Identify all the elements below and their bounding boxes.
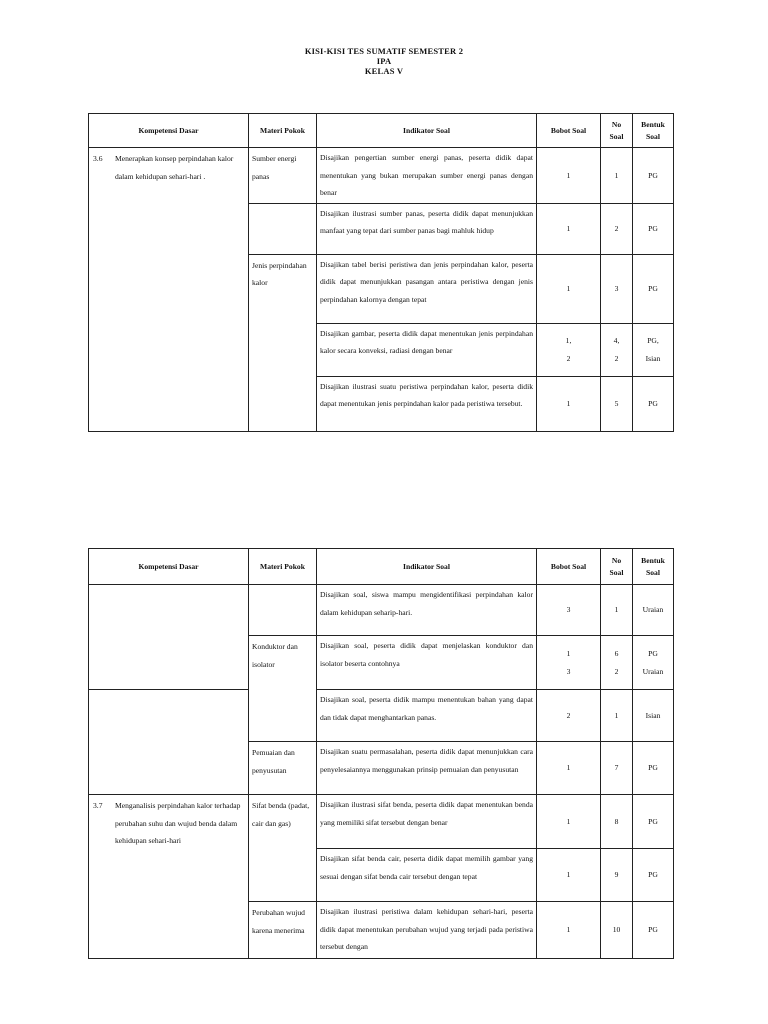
bobot-cell: 1, 2 [537,323,601,376]
table-row [89,148,674,204]
bobot-cell: 1 3 [537,636,601,690]
kd-number: 3.6 [93,154,103,163]
kisi-kisi-table-1 [88,113,674,432]
no-soal-cell: 2 [601,203,633,254]
bobot-cell: 1 [537,902,601,959]
bentuk-cell: Uraian [633,585,674,636]
materi-cell: Sumber energi panas [249,148,317,204]
bentuk-cell: PG [633,376,674,431]
header-no-soal [601,114,633,148]
table-row [89,690,674,742]
materi-cell [249,902,317,959]
title-line-3: KELAS V [364,66,404,76]
no-soal-cell: 6 2 [601,636,633,690]
header-no-soal [601,549,633,585]
document-title [0,46,768,76]
kisi-kisi-table-2 [88,548,674,959]
bentuk-cell: PG, Isian [633,323,674,376]
bentuk-cell: PG [633,203,674,254]
indikator-cell: Disajikan sifat benda cair, peserta didik dapat memilih gambar yang sesuai dengan sifat benda cair tersebut dengan tepat [317,849,537,902]
header-no-line1: No [611,119,622,129]
indikator-cell: Disajikan ilustrasi suatu peristiwa perpindahan kalor, peserta didik dapat menentukan jenis perpindahan kalor pada peristiwa tersebut. [317,376,537,431]
header-kompetensi: Kompetensi Dasar [89,114,249,148]
bentuk-cell: PG [633,742,674,795]
table-row [89,585,674,636]
no-soal-cell: 7 [601,742,633,795]
indikator-cell: Disajikan gambar, peserta didik dapat menentukan jenis perpindahan kalor secara konveksi, radiasi dengan benar [317,323,537,376]
materi-cell: Jenis perpindahan kalor [249,254,317,431]
bobot-cell: 1 [537,148,601,204]
indikator-cell: Disajikan ilustrasi sumber panas, peserta didik dapat menunjukkan manfaat yang tepat dari sumber panas bagi mahluk hidup [317,203,537,254]
header-bentuk-line1: Bentuk [641,555,665,565]
no-soal-cell: 4, 2 [601,323,633,376]
header-indikator: Indikator Soal [317,549,537,585]
kompetensi-cell [89,148,249,432]
table-header-row [89,549,674,585]
materi-cell: Sifat benda (padat, cair dan gas) [249,795,317,902]
table-header-row [89,114,674,148]
header-materi: Materi Pokok [249,549,317,585]
indikator-cell [317,902,537,959]
header-no-line2: Soal [609,131,624,141]
bentuk-cell: PG [633,849,674,902]
header-indikator: Indikator Soal [317,114,537,148]
kd-number: 3.7 [93,801,103,810]
kd-text: Menganalisis perpindahan kalor terhadap perubahan suhu dan wujud benda dalam kehidupan sehari-hari [115,801,241,845]
bobot-cell: 1 [537,849,601,902]
materi-text: Perubahan wujud karena menerima [252,908,305,935]
title-line-2: IPA [376,56,392,66]
kompetensi-cell [89,795,249,959]
indikator-cell: Disajikan ilustrasi sifat benda, peserta didik dapat menentukan benda yang memiliki sifat tersebut dengan benar [317,795,537,849]
bobot-cell: 1 [537,203,601,254]
kompetensi-cell-empty [89,585,249,690]
no-soal-cell: 1 [601,148,633,204]
header-bentuk-soal [633,114,674,148]
bentuk-cell: Isian [633,690,674,742]
title-line-1: KISI-KISI TES SUMATIF SEMESTER 2 [304,46,464,56]
no-soal-cell: 5 [601,376,633,431]
no-soal-cell: 8 [601,795,633,849]
bobot-cell: 3 [537,585,601,636]
header-bentuk-line2: Soal [646,567,660,577]
indikator-cell: Disajikan pengertian sumber energi panas, peserta didik dapat menentukan yang bukan merupakan sumber energi panas dengan benar [317,148,537,204]
header-bentuk-line2: Soal [646,131,660,141]
kd-text: Menerapkan konsep perpindahan kalor dalam kehidupan sehari-hari . [115,154,234,181]
no-soal-cell: 10 [601,902,633,959]
bentuk-cell: PG [633,148,674,204]
bobot-cell: 1 [537,795,601,849]
materi-cell [249,585,317,636]
no-soal-cell: 1 [601,690,633,742]
header-bentuk-soal [633,549,674,585]
indikator-cell: Disajikan soal, siswa mampu mengidentifikasi perpindahan kalor dalam kehidupan seharip-hari. [317,585,537,636]
header-kompetensi: Kompetensi Dasar [89,549,249,585]
indikator-cell: Disajikan suatu permasalahan, peserta didik dapat menunjukkan cara penyelesaiannya menggunakan prinsip pemuaian dan penyusutan [317,742,537,795]
materi-cell [249,203,317,254]
bentuk-cell: PG Uraian [633,636,674,690]
materi-cell: Konduktor dan isolator [249,636,317,742]
no-soal-cell: 1 [601,585,633,636]
header-materi: Materi Pokok [249,114,317,148]
header-no-line1: No [611,555,622,565]
kompetensi-cell-empty [89,690,249,795]
indikator-cell: Disajikan soal, peserta didik dapat menjelaskan konduktor dan isolator beserta contohnya [317,636,537,690]
bentuk-cell: PG [633,254,674,323]
header-no-line2: Soal [609,567,624,577]
bobot-cell: 1 [537,254,601,323]
no-soal-cell: 9 [601,849,633,902]
indikator-cell: Disajikan soal, peserta didik mampu menentukan bahan yang dapat dan tidak dapat menghantarkan panas. [317,690,537,742]
table-row [89,795,674,849]
indikator-text: Disajikan ilustrasi peristiwa dalam kehidupan sehari-hari, peserta didik dapat menentukan perubahan wujud yang terjadi pada peristiwa tersebut dengan [320,907,533,951]
indikator-cell: Disajikan tabel berisi peristiwa dan jenis perpindahan kalor, peserta didik dapat menunjukkan pasangan antara peristiwa dengan jenis perpindahan kalornya dengan tepat [317,254,537,323]
bentuk-cell: PG [633,902,674,959]
materi-cell: Pemuaian dan penyusutan [249,742,317,795]
bobot-cell: 1 [537,376,601,431]
header-bentuk-line1: Bentuk [641,119,665,129]
no-soal-cell: 3 [601,254,633,323]
bentuk-cell: PG [633,795,674,849]
bobot-cell: 2 [537,690,601,742]
header-bobot: Bobot Soal [537,114,601,148]
bobot-cell: 1 [537,742,601,795]
header-bobot: Bobot Soal [537,549,601,585]
